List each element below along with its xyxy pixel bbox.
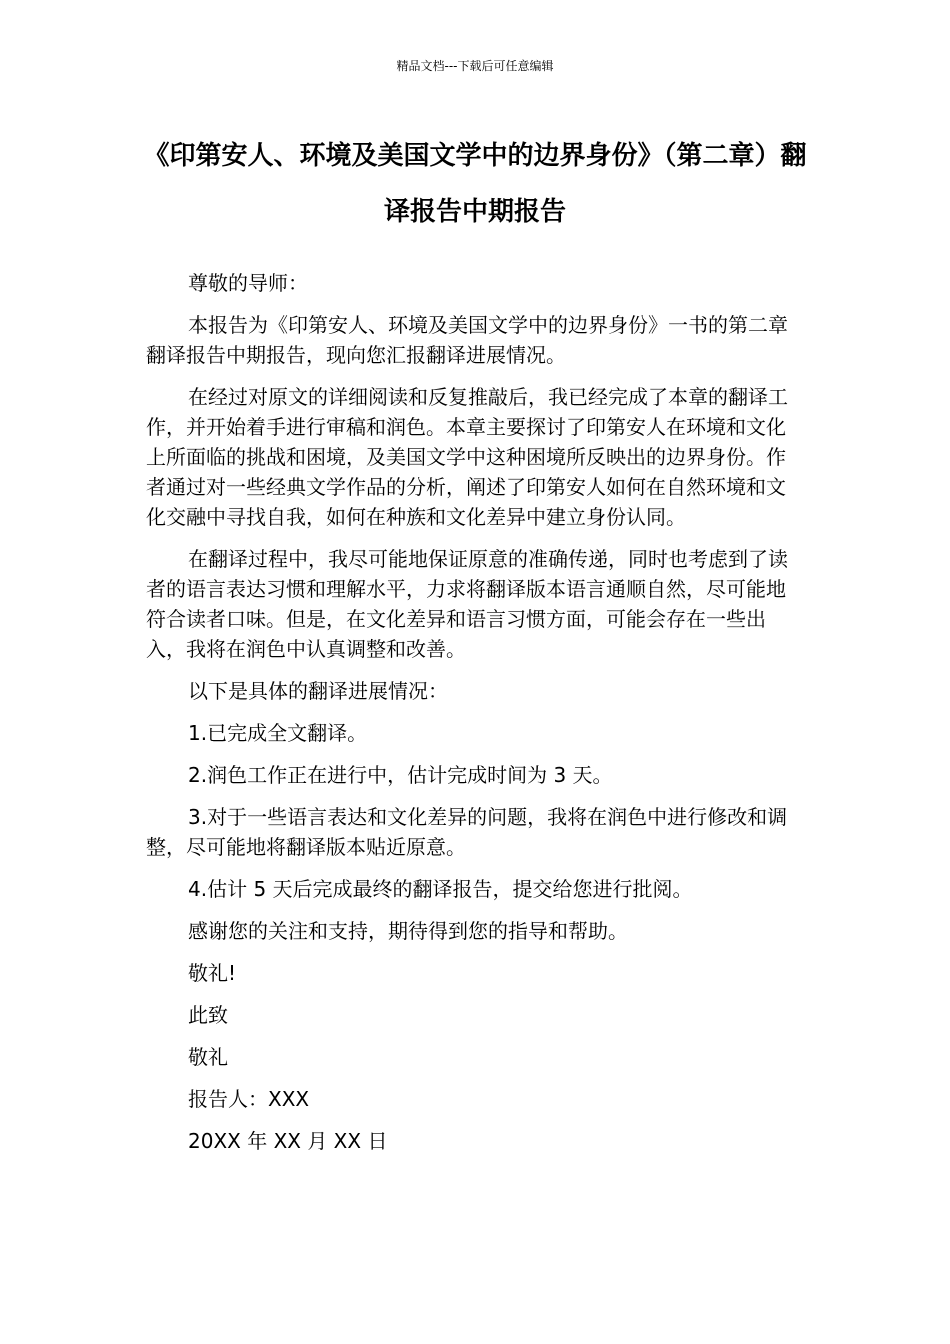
- body-paragraph: 在翻译过程中，我尽可能地保证原意的准确传递，同时也考虑到了读者的语言表达习惯和理解水平，力求将翻译版本语言通顺自然，尽可能地符合读者口味。但是，在文化差异和语言习惯方面，可能会存在一些出入，我将在润色中认真调整和改善。: [146, 547, 788, 661]
- document-body: [146, 268, 796, 1168]
- header-note: 精品文档---下载后可任意编辑: [396, 59, 554, 73]
- body-paragraph: 在经过对原文的详细阅读和反复推敲后，我已经完成了本章的翻译工作，并开始着手进行审稿和润色。本章主要探讨了印第安人在环境和文化上所面临的挑战和困境，及美国文学中这种困境所反映出的边界身份。作者通过对一些经典文学作品的分析，阐述了印第安人如何在自然环境和文化交融中寻找自我，如何在种族和文化差异中建立身份认同。: [146, 385, 788, 529]
- closing-line: 此致: [188, 1003, 228, 1027]
- reporter-line: 报告人：XXX: [188, 1087, 310, 1111]
- thanks-line: 感谢您的关注和支持，期待得到您的指导和帮助。: [188, 919, 628, 943]
- progress-item: 2.润色工作正在进行中，估计完成时间为 3 天。: [188, 763, 613, 787]
- closing-line: 敬礼: [188, 1045, 228, 1069]
- salutation: 尊敬的导师：: [188, 271, 308, 295]
- progress-item: 1.已完成全文翻译。: [188, 721, 368, 745]
- document-title: 《印第安人、环境及美国文学中的边界身份》（第二章）翻译报告中期报告: [143, 141, 807, 227]
- body-paragraph: 本报告为《印第安人、环境及美国文学中的边界身份》一书的第二章翻译报告中期报告，现向您汇报翻译进展情况。: [146, 313, 788, 367]
- progress-item: 4.估计 5 天后完成最终的翻译报告，提交给您进行批阅。: [188, 877, 693, 901]
- progress-item: 3.对于一些语言表达和文化差异的问题，我将在润色中进行修改和调整，尽可能地将翻译版本贴近原意。: [146, 805, 788, 859]
- list-intro: 以下是具体的翻译进展情况：: [188, 679, 448, 703]
- closing-line: 敬礼!: [188, 961, 237, 985]
- date-line: 20XX 年 XX 月 XX 日: [188, 1129, 388, 1153]
